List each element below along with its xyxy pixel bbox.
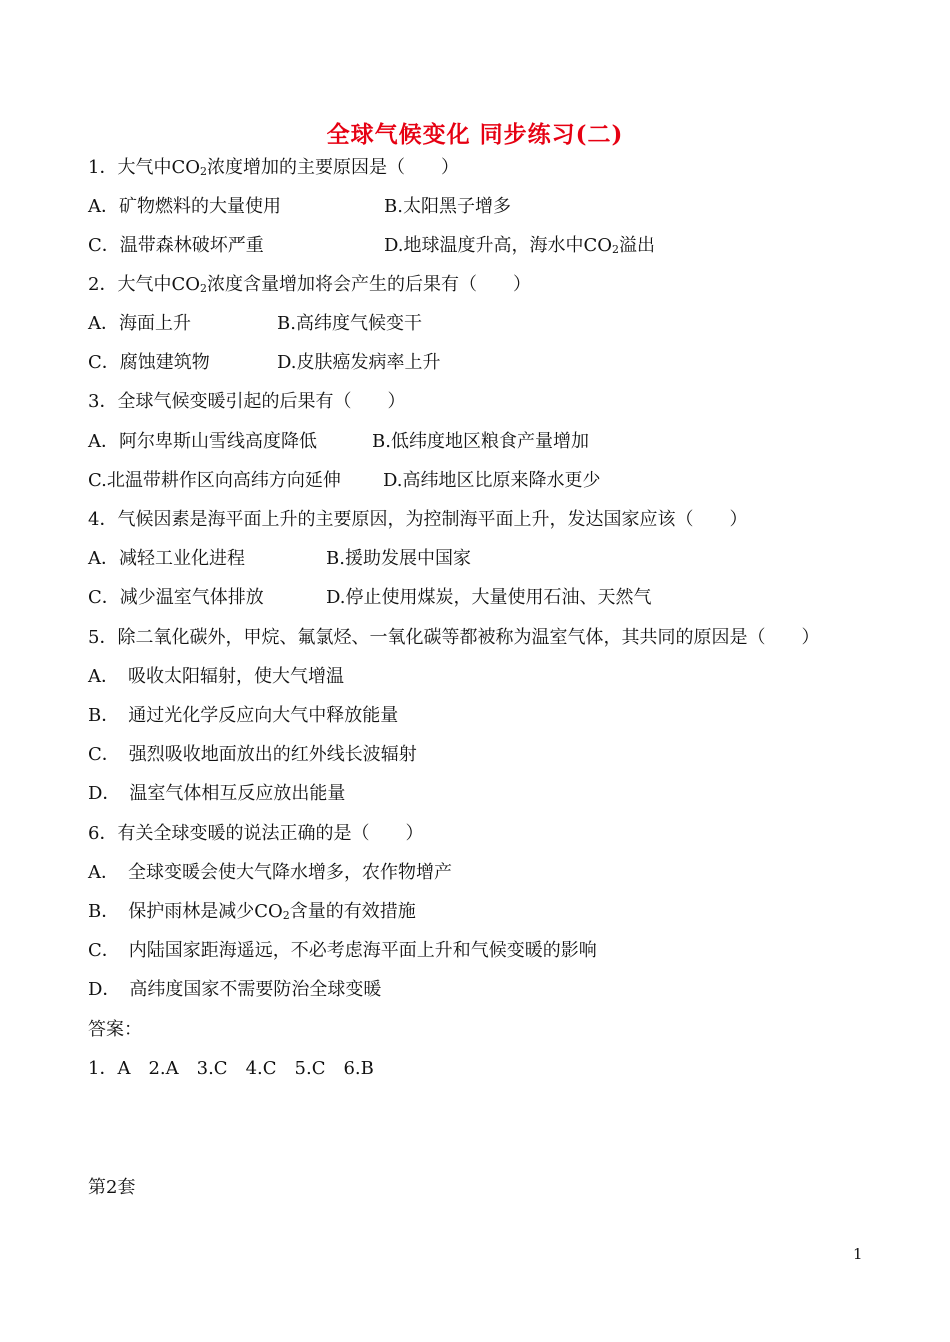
option-a: A．矿物燃料的大量使用 (88, 196, 281, 217)
page-title: 全球气候变化 同步练习(二) (326, 121, 624, 148)
option-d: D.停止使用煤炭，大量使用石油、天然气 (326, 587, 652, 608)
option-a: A．阿尔卑斯山雪线高度降低 (88, 431, 317, 452)
question-6-option-c: C． 内陆国家距海遥远，不必考虑海平面上升和气候变暖的影响 (88, 940, 597, 961)
question-2-options-ab (88, 312, 422, 336)
question-5-option-b: B． 通过光化学反应向大气中释放能量 (88, 705, 399, 726)
option-c: C．温带森林破坏严重 (88, 235, 264, 256)
option-b: B.低纬度地区粮食产量增加 (372, 431, 589, 452)
option-b: B.太阳黑子增多 (384, 196, 511, 217)
question-5-stem: 5．除二氧化碳外，甲烷、氟氯烃、一氧化碳等都被称为温室气体，其共同的原因是（ ） (88, 627, 820, 648)
option-a: A．减轻工业化进程 (88, 548, 245, 569)
question-4-stem: 4．气候因素是海平面上升的主要原因，为控制海平面上升，发达国家应该（ ） (88, 509, 748, 530)
question-6-stem: 6．有关全球变暖的说法正确的是（ ） (88, 823, 424, 844)
question-5-option-a: A． 吸收太阳辐射，使大气增温 (88, 666, 344, 687)
question-6-option-d: D． 高纬度国家不需要防治全球变暖 (88, 979, 382, 1000)
question-5-option-d: D． 温室气体相互反应放出能量 (88, 783, 346, 804)
option-d: D.高纬地区比原来降水更少 (383, 470, 601, 491)
question-3-stem: 3．全球气候变暖引起的后果有（ ） (88, 391, 406, 412)
option-d: D.地球温度升高，海水中$CO_2$溢出 (384, 235, 656, 256)
question-1-stem: 1．大气中$CO_2$浓度增加的主要原因是（ ） (88, 157, 459, 178)
question-2-options-cd (88, 351, 441, 375)
question-3-options-cd (88, 469, 601, 493)
option-b: B.高纬度气候变干 (277, 313, 422, 334)
option-d: D.皮肤癌发病率上升 (277, 352, 441, 373)
option-c: C．腐蚀建筑物 (88, 352, 210, 373)
option-a: A．海面上升 (88, 313, 191, 334)
question-4-options-cd (88, 586, 652, 610)
answers-list: 1．A 2.A 3.C 4.C 5.C 6.B (88, 1058, 374, 1079)
question-2-stem: 2．大气中$CO_2$浓度含量增加将会产生的后果有（ ） (88, 274, 531, 295)
question-5-option-c: C． 强烈吸收地面放出的红外线长波辐射 (88, 744, 417, 765)
answers-label: 答案： (88, 1019, 142, 1040)
question-6-option-a: A． 全球变暖会使大气降水增多，农作物增产 (88, 862, 452, 883)
option-b: B.援助发展中国家 (326, 548, 471, 569)
question-6-option-b: B． 保护雨林是减少$CO_2$含量的有效措施 (88, 901, 416, 922)
option-c: C．减少温室气体排放 (88, 587, 264, 608)
question-3-options-ab (88, 430, 589, 454)
question-1-options-ab (88, 195, 511, 219)
option-c: C.北温带耕作区向高纬方向延伸 (88, 470, 341, 491)
question-4-options-ab (88, 547, 471, 571)
set-label: 第2套 (88, 1177, 136, 1198)
page-number: 1 (853, 1245, 863, 1263)
question-1-options-cd (88, 234, 656, 258)
